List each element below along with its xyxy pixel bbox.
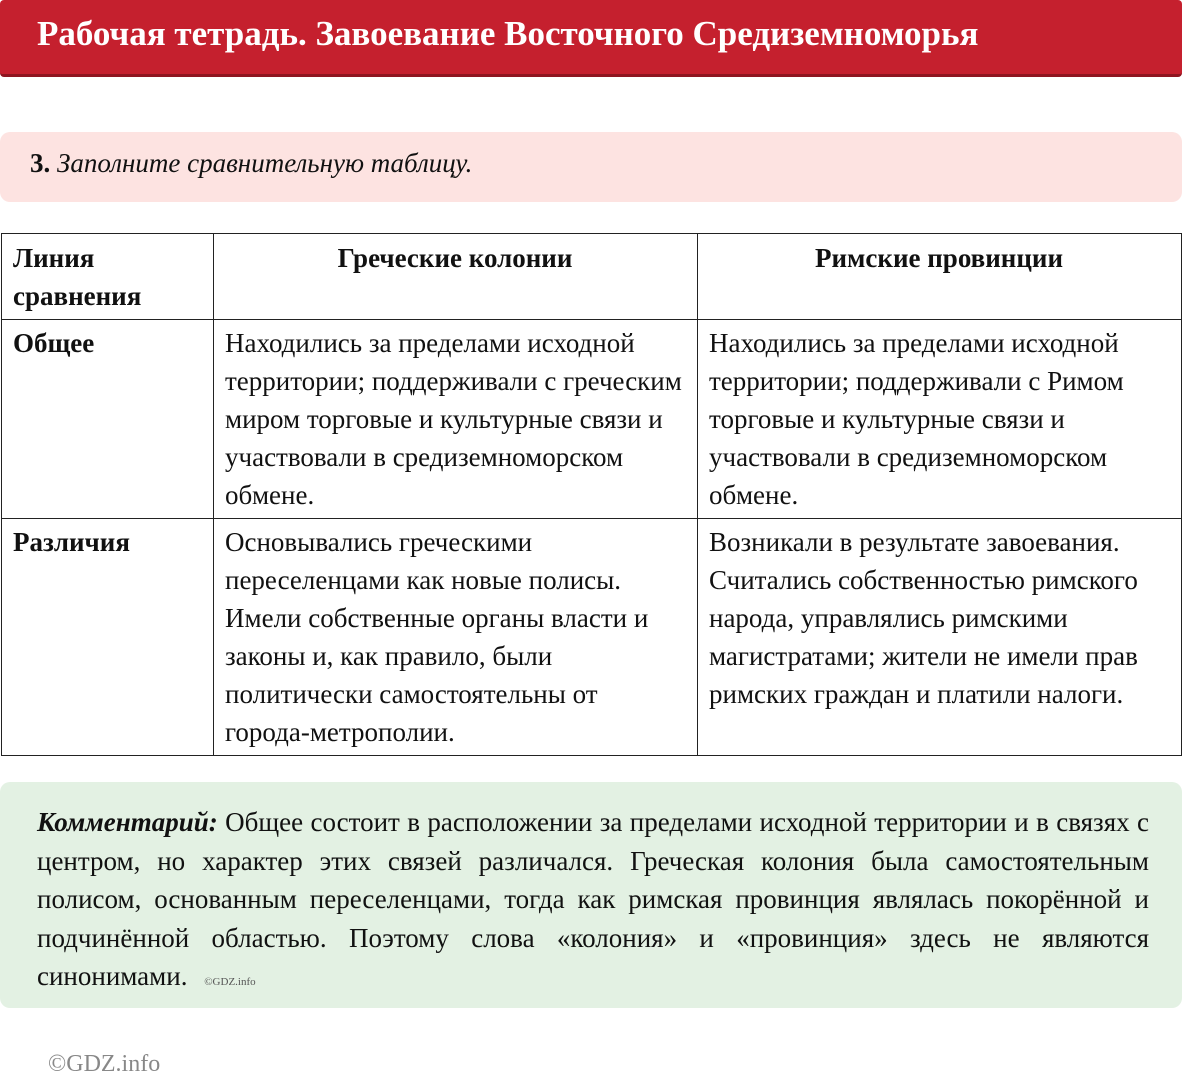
cell-common-roman: Находились за пределами исходной территории; поддерживали с Римом торговые и культурные связи и участвовали в средиземноморском обмене.: [698, 320, 1182, 519]
column-header-greek-colonies: Греческие колонии: [214, 234, 698, 320]
cell-differences-greek: Основывались греческими переселенцами как новые полисы. Имели собственные органы власти и законы и, как правило, были политически самостоятельны от города-метрополии.: [214, 519, 698, 756]
footer-watermark: ©GDZ.info: [48, 1051, 161, 1077]
comment-label: Комментарий:: [37, 807, 218, 837]
table-row-common: [2, 320, 1182, 519]
task-statement: [30, 148, 472, 179]
comparison-table: [1, 233, 1182, 756]
row-label-differences: Различия: [2, 519, 214, 756]
cell-common-greek: Находились за пределами исходной территории; поддерживали с греческим миром торговые и культурные связи и участвовали в средиземноморском обмене.: [214, 320, 698, 519]
row-label-common: Общее: [2, 320, 214, 519]
comment-watermark: ©GDZ.info: [204, 976, 256, 988]
task-number: 3.: [30, 148, 51, 178]
table-row-differences: [2, 519, 1182, 756]
comment-body: Общее состоит в расположении за пределами исходной территории и в связях с центром, но характер этих связей различался. Греческая колония была самостоятельным полисом, основанным переселенцами, тогда как римская провинция являлась покорённой и подчинённой областью. Поэтому слова «колония» и «провинция» здесь не являются синонимами.: [37, 807, 1149, 991]
comment-paragraph: [37, 803, 1149, 1002]
column-header-comparison-line: Линия сравнения: [2, 234, 214, 320]
column-header-roman-provinces: Римские провинции: [698, 234, 1182, 320]
task-instruction: Заполните сравнительную таблицу.: [57, 148, 473, 178]
page-title: Рабочая тетрадь. Завоевание Восточного Средиземноморья: [37, 14, 979, 53]
table-header-row: [2, 234, 1182, 320]
cell-differences-roman: Возникали в результате завоевания. Считались собственностью римского народа, управлялись римскими магистратами; жители не имели прав римских граждан и платили налоги.: [698, 519, 1182, 756]
